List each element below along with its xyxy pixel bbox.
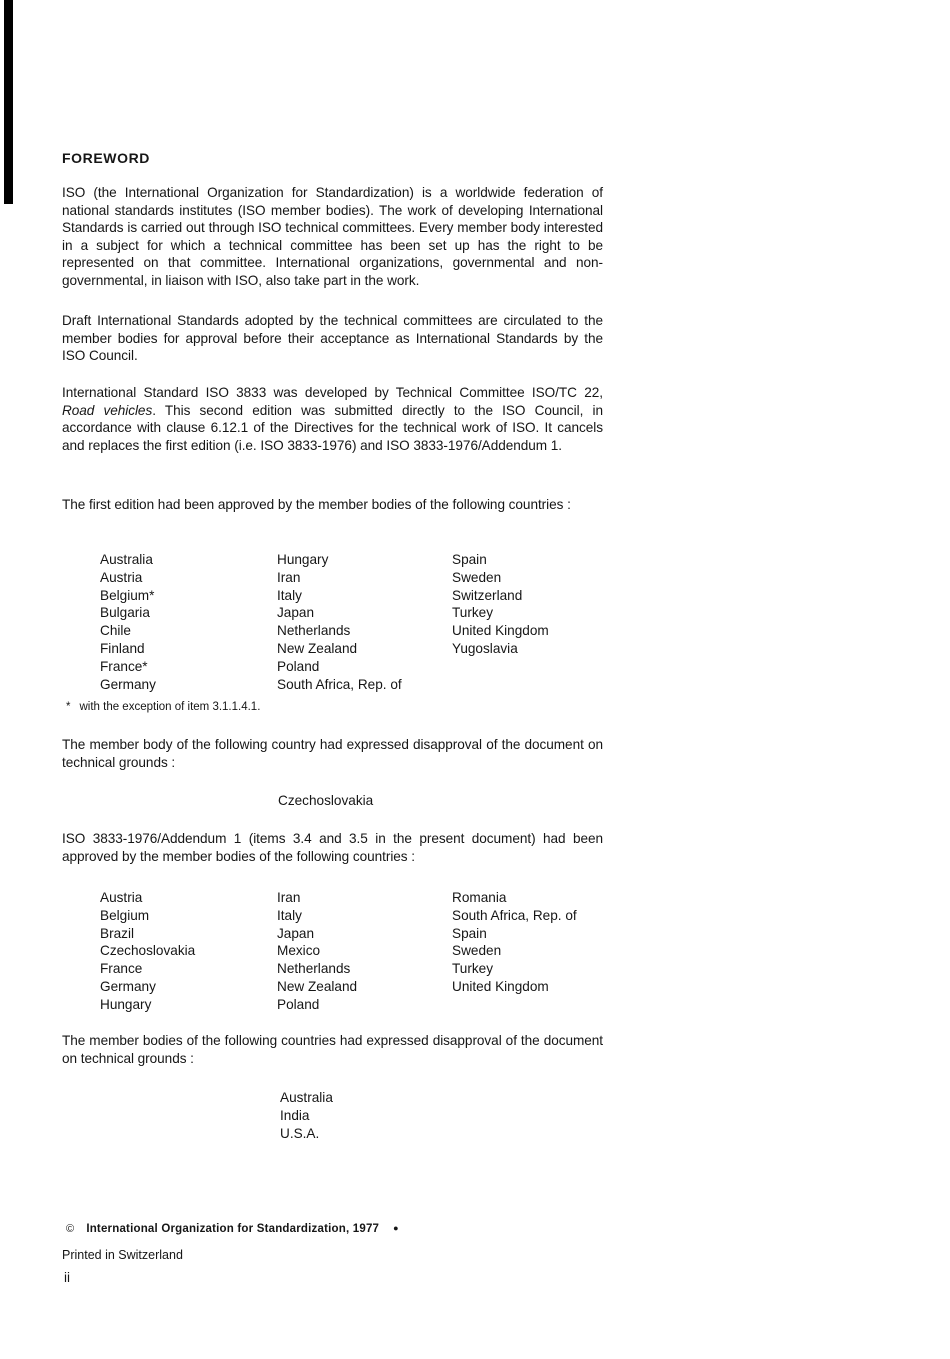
country-item: Austria [100, 890, 143, 905]
country-item: New Zealand [277, 640, 358, 656]
country-item: Hungary [100, 996, 152, 1012]
country-item: Turkey [452, 605, 494, 621]
footnote [66, 700, 260, 714]
country-item: Italy [277, 907, 302, 923]
footnote-marker: * [66, 701, 71, 713]
page-number: ii [64, 1270, 70, 1285]
country-item: Switzerland [452, 587, 523, 603]
standard-subject-title: Road vehicles [62, 402, 153, 418]
copyright-line [66, 1223, 399, 1235]
country-item: South Africa, Rep. of [277, 676, 402, 692]
country-item: Netherlands [277, 623, 351, 639]
country-item: U.S.A. [280, 1126, 320, 1141]
country-item: Poland [277, 658, 320, 674]
country-item: Czechoslovakia [100, 943, 196, 959]
country-item: Australia [100, 552, 153, 567]
country-item: Germany [100, 676, 156, 692]
approval-list-1-column-3 [452, 551, 549, 658]
disapproving-countries-list [280, 1089, 333, 1143]
country-item: Belgium* [100, 587, 155, 603]
bullet-icon: ● [393, 1223, 399, 1233]
disapproving-country: Czechoslovakia [278, 793, 374, 808]
country-item: Sweden [452, 943, 502, 959]
country-item: Australia [280, 1090, 333, 1105]
country-item: Austria [100, 569, 143, 585]
paragraph-first-edition-approved: The first edition had been approved by the member bodies of the following countries : [62, 497, 571, 512]
country-item: Germany [100, 978, 156, 994]
country-item: Hungary [277, 552, 329, 567]
approval-list-2-column-2 [277, 889, 357, 1014]
country-item: Spain [452, 925, 487, 941]
country-item: Japan [277, 605, 315, 621]
paragraph-addendum-approved: ISO 3833-1976/Addendum 1 (items 3.4 and 3.5 in the present document) had been approved by the member bodies of the following countries : [62, 831, 603, 864]
country-item: Brazil [100, 925, 134, 941]
country-item: South Africa, Rep. of [452, 907, 577, 923]
scan-edge-mark [4, 0, 13, 204]
country-item: Bulgaria [100, 605, 150, 621]
country-item: Chile [100, 623, 131, 639]
country-item: Poland [277, 996, 320, 1012]
approval-list-2-column-3 [452, 889, 577, 996]
country-item: Iran [277, 890, 301, 905]
country-item: Netherlands [277, 961, 351, 977]
paragraph-iso-intro: ISO (the International Organization for Standardization) is a worldwide federation of national standards institutes (ISO member bodies). The work of developing International Standards is carried out through ISO technical committees. Every member body interested in a subject for which a technical committee has been set up has the right to be represented on that committee. International organizations, governmental and non-governmental, in liaison with ISO, also take part in the work. [62, 185, 603, 288]
country-item: Iran [277, 569, 301, 585]
paragraph-multi-disapproval: The member bodies of the following countries had expressed disapproval of the document on technical grounds : [62, 1033, 603, 1066]
country-item: United Kingdom [452, 978, 549, 994]
approval-list-1-column-2 [277, 551, 402, 693]
footnote-text: with the exception of item 3.1.1.4.1. [79, 701, 261, 713]
country-item: France [100, 961, 143, 977]
country-item: Spain [452, 552, 487, 567]
paragraph-segment: . This second edition was submitted directly to the ISO Council, in accordance with clause 6.12.1 of the Directives for the technical work of ISO. It cancels and replaces the first edition (i.e. ISO 3833-1976) and ISO 3833-1976/Addendum 1. [62, 402, 603, 453]
copyright-text: International Organization for Standardization, 1977 [86, 1223, 380, 1235]
country-item: Italy [277, 587, 302, 603]
paragraph-draft-standards: Draft International Standards adopted by the technical committees are circulated to the member bodies for approval before their acceptance as International Standards by the ISO Council. [62, 313, 603, 363]
paragraph-standard-development [62, 384, 603, 454]
country-item: Belgium [100, 907, 150, 923]
country-item: Finland [100, 640, 145, 656]
country-item: India [280, 1108, 310, 1123]
paragraph-segment: International Standard ISO 3833 was developed by Technical Committee ISO/TC 22, [62, 385, 603, 400]
country-item: Mexico [277, 943, 321, 959]
country-item: Sweden [452, 569, 502, 585]
paragraph-single-disapproval: The member body of the following country had expressed disapproval of the document on technical grounds : [62, 737, 603, 770]
country-item: United Kingdom [452, 623, 549, 639]
country-item: New Zealand [277, 978, 358, 994]
copyright-icon: © [66, 1223, 75, 1235]
printed-in-line: Printed in Switzerland [62, 1248, 183, 1262]
country-item: France* [100, 658, 148, 674]
approval-list-2-column-1 [100, 889, 195, 1014]
country-item: Turkey [452, 961, 494, 977]
country-item: Romania [452, 890, 507, 905]
country-item: Yugoslavia [452, 640, 518, 656]
country-item: Japan [277, 925, 315, 941]
approval-list-1-column-1 [100, 551, 156, 693]
page-title: FOREWORD [62, 150, 151, 166]
